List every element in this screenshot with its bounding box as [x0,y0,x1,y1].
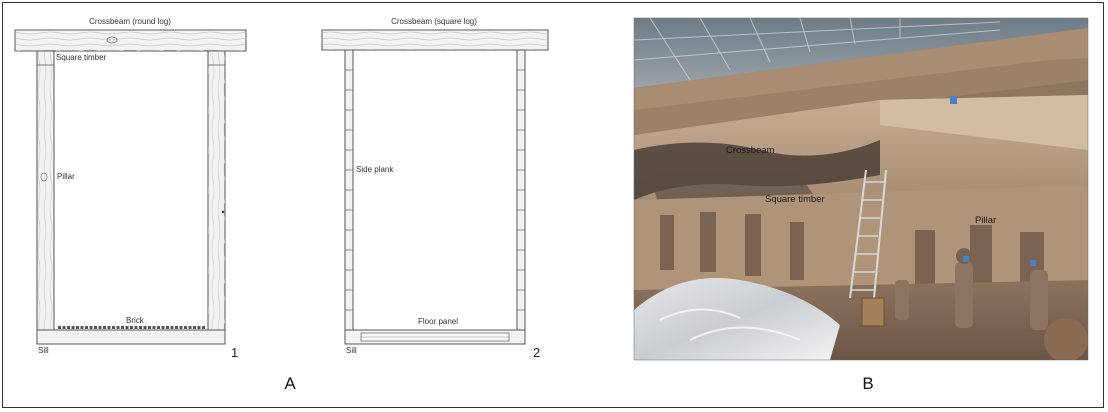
label-crossbeam-round-log: Crossbeam (round log) [89,17,171,26]
label-sill-1: Sill [38,346,49,355]
label-brick: Brick [126,316,144,325]
label-square-timber: Square timber [56,53,107,62]
drawing-1-round-log [15,17,246,360]
photo-label-crossbeam: Crossbeam [726,145,775,156]
sill-1 [37,330,225,344]
side-plank-joints [345,70,525,310]
caption-a: A [284,374,296,393]
label-pillar: Pillar [57,172,75,181]
label-floor-panel: Floor panel [418,317,459,326]
excavation-photo [634,18,1088,362]
photo-label-square-timber: Square timber [765,194,825,205]
label-sill-2: Sill [346,346,357,355]
caption-b: B [862,374,874,393]
drawing-number-1: 1 [231,345,239,360]
label-side-plank: Side plank [356,165,394,174]
brick-row [58,326,205,329]
drawing-number-2: 2 [533,345,541,360]
label-crossbeam-square-log: Crossbeam (square log) [391,17,477,26]
drawing-2-square-log [322,17,548,360]
photo-label-pillar: Pillar [975,215,997,226]
